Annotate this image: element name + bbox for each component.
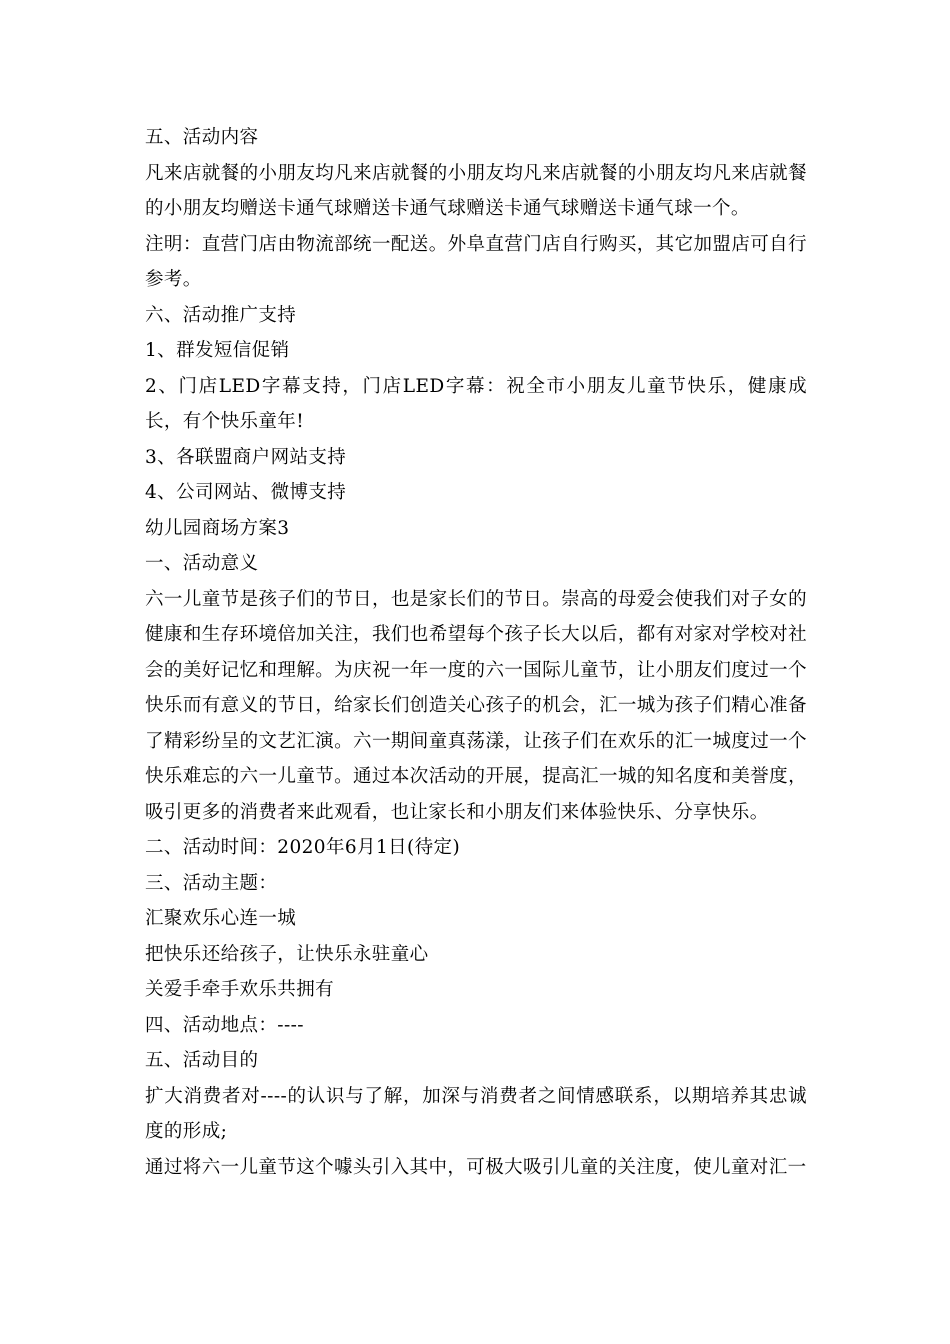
document-subtitle: 幼儿园商场方案3 (145, 517, 290, 539)
section-heading-significance: 一、活动意义 (145, 553, 259, 574)
theme-line-3: 关爱手牵手欢乐共拥有 (145, 979, 335, 1000)
list-item-sms: 1、群发短信促销 (145, 340, 290, 361)
theme-line-2: 把快乐还给孩子，让快乐永驻童心 (145, 943, 429, 965)
paragraph-significance: 六一儿童节是孩子们的节日，也是家长们的节日。崇高的母爱会使我们对子女的健康和生存环境倍加关注，我们也希望每个孩子长大以后，都有对家对学校对社会的美好记忆和理解。为庆祝一年一度的六一国际儿童节，让小朋友们度过一个快乐而有意义的节日，给家长们创造关心孩子的机会，汇一城为孩子们精心准备了精彩纷呈的文艺汇演。六一期间童真荡漾，让孩子们在欢乐的汇一城度过一个快乐难忘的六一儿童节。通过本次活动的开展，提高汇一城的知名度和美誉度，吸引更多的消费者来此观看，也让家长和小朋友们来体验快乐、分享快乐。 (145, 588, 807, 823)
document-body (145, 120, 807, 1185)
section-heading-activity-content: 五、活动内容 (145, 127, 259, 148)
paragraph-purpose-2: 通过将六一儿童节这个噱头引入其中，可极大吸引儿童的关注度，使儿童对汇一 (145, 1156, 807, 1178)
theme-line-1: 汇聚欢乐心连一城 (145, 908, 297, 929)
paragraph-note: 注明：直营门店由物流部统一配送。外阜直营门店自行购买，其它加盟店可自行参考。 (145, 233, 807, 290)
paragraph-purpose-1: 扩大消费者对----的认识与了解，加深与消费者之间情感联系，以期培养其忠诚度的形成; (145, 1085, 807, 1142)
section-heading-promotion-support: 六、活动推广支持 (145, 304, 297, 326)
list-item-company-website: 4、公司网站、微博支持 (145, 482, 347, 503)
list-item-partner-websites: 3、各联盟商户网站支持 (145, 446, 347, 468)
section-heading-time: 二、活动时间：2020年6月1日(待定) (145, 837, 461, 858)
paragraph-activity-content: 凡来店就餐的小朋友均凡来店就餐的小朋友均凡来店就餐的小朋友均凡来店就餐的小朋友均赠送卡通气球赠送卡通气球赠送卡通气球赠送卡通气球一个。 (145, 162, 807, 219)
list-item-led: 2、门店LED字幕支持，门店LED字幕：祝全市小朋友儿童节快乐，健康成长，有个快乐童年! (145, 375, 807, 432)
section-heading-location: 四、活动地点：---- (145, 1014, 304, 1036)
section-heading-purpose: 五、活动目的 (145, 1050, 259, 1071)
section-heading-theme: 三、活动主题： (145, 872, 278, 894)
